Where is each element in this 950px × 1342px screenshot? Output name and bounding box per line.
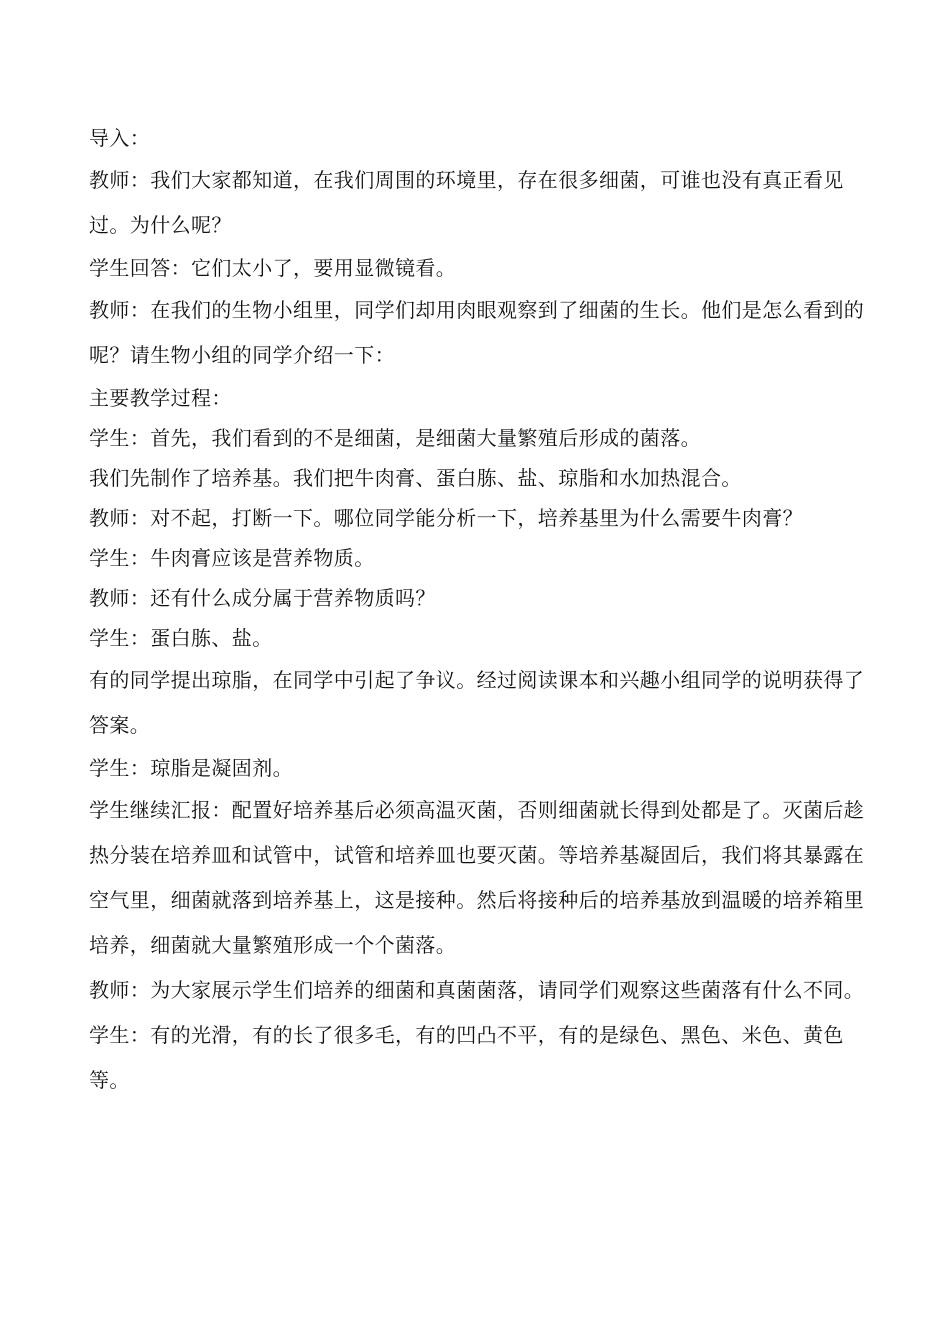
paragraph-student-report: 学生继续汇报：配置好培养基后必须高温灭菌，否则细菌就长得到处都是了。灭菌后趁热分装在培养皿和试管中，试管和培养皿也要灭菌。等培养基凝固后，我们将其暴露在空气里，细菌就落到培养基上，这是接种。然后将接种后的培养基放到温暖的培养箱里培养，细菌就大量繁殖形成一个个菌落。 [89,798,865,957]
paragraph-teacher-question: 教师：我们大家都知道，在我们周围的环境里，存在很多细菌，可谁也没有真正看见过。为什么呢？ [89,168,844,237]
paragraph-student-peptone-salt: 学生：蛋白胨、盐。 [89,626,273,650]
paragraph-student-colonies: 学生：首先，我们看到的不是细菌，是细菌大量繁殖后形成的菌落。 [89,426,701,450]
paragraph-teacher-other-nutrients: 教师：还有什么成分属于营养物质吗？ [89,586,436,610]
paragraph-teacher-interrupt: 教师：对不起，打断一下。哪位同学能分析一下，培养基里为什么需要牛肉膏？ [89,506,803,530]
paragraph-student-agar: 学生：琼脂是凝固剂。 [89,756,293,780]
paragraph-intro-heading: 导入： [89,126,151,150]
paragraph-main-process-heading: 主要教学过程： [89,386,232,410]
paragraph-teacher-group: 教师：在我们的生物小组里，同学们却用肉眼观察到了细菌的生长。他们是怎么看到的呢？请生物小组的同学介绍一下： [89,298,865,367]
paragraph-student-observation: 学生：有的光滑，有的长了很多毛，有的凹凸不平，有的是绿色、黑色、米色、黄色等。 [89,1023,844,1092]
paragraph-culture-medium: 我们先制作了培养基。我们把牛肉膏、蛋白胨、盐、琼脂和水加热混合。 [89,466,742,490]
paragraph-student-nutrient: 学生：牛肉膏应该是营养物质。 [89,546,375,570]
paragraph-agar-debate: 有的同学提出琼脂，在同学中引起了争议。经过阅读课本和兴趣小组同学的说明获得了答案。 [89,668,865,737]
document-body [89,118,865,1103]
paragraph-student-answer: 学生回答：它们太小了，要用显微镜看。 [89,256,457,280]
paragraph-teacher-show-colonies: 教师：为大家展示学生们培养的细菌和真菌菌落，请同学们观察这些菌落有什么不同。 [89,978,865,1002]
